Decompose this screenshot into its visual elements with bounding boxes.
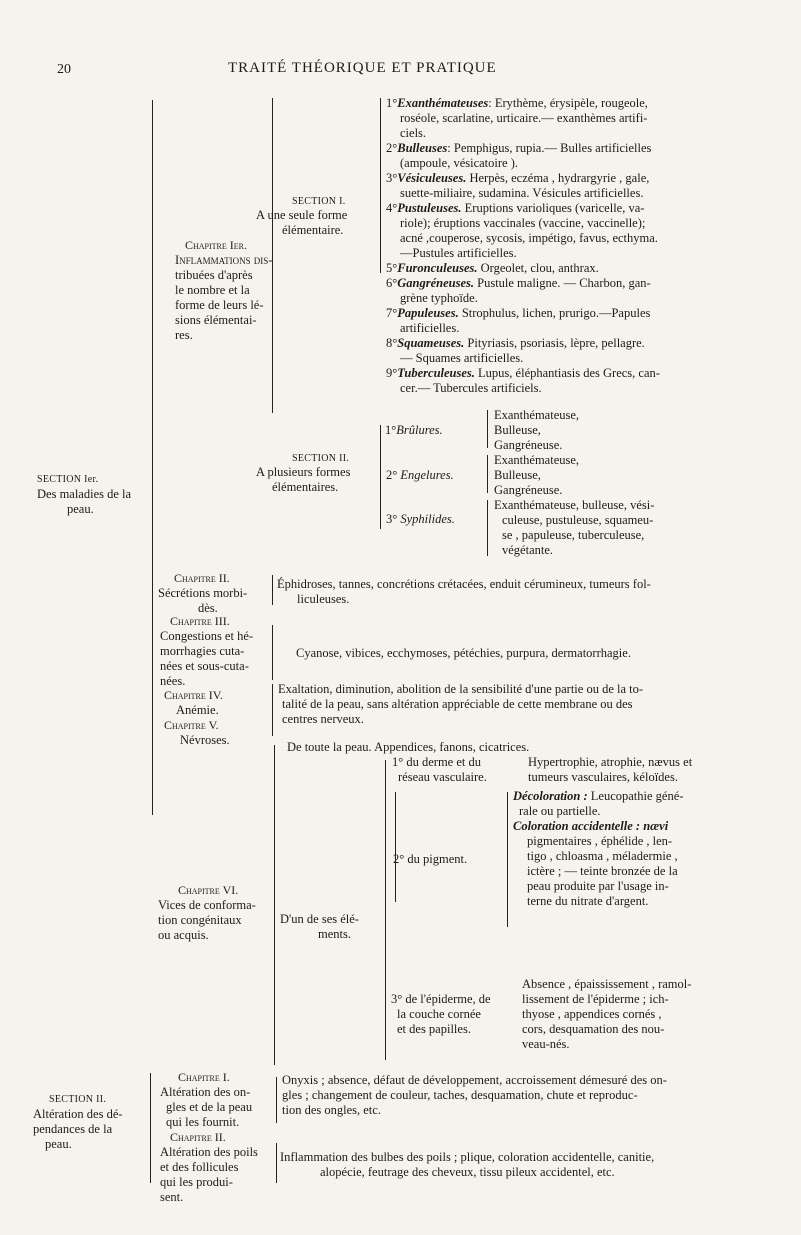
engelures-brace [487, 455, 488, 493]
pigment-brace [507, 792, 508, 927]
elements-label-1: D'un de ses élé- [280, 912, 359, 926]
section-1-heading [37, 473, 131, 517]
sub-2-label: SECTION II. [292, 453, 350, 464]
sub-1-item-6: 6°Gangréneuses. Pustule maligne. — Charbon, gan- [386, 276, 651, 290]
engelures-form-1: Exanthémateuse, [494, 453, 580, 467]
sub-1-item-7: 7°Papuleuses. Strophulus, lichen, prurigo.—Papules [386, 306, 651, 320]
chapter-1-desc-1: Inflammations dis- [175, 253, 273, 267]
s2-chapter-2-desc-4: sent. [160, 1190, 184, 1204]
epiderme-content-2: lissement de l'épiderme ; ich- [522, 992, 669, 1006]
syphilides-form-4: végétante. [502, 543, 554, 557]
section-2-brace [150, 1073, 151, 1183]
section-1-desc-2: peau. [67, 502, 94, 516]
chapter-1-title: Chapitre Ier. [185, 238, 247, 252]
item-6-name: Gangréneuses. [397, 276, 474, 290]
sub-1-item-9: 9°Tuberculeuses. Lupus, éléphantiasis des Grecs, can- [386, 366, 660, 380]
section-2-label: SECTION II. [49, 1094, 107, 1105]
epiderme-content-1: Absence , épaississement , ramol- [522, 977, 692, 991]
elements-brace [385, 760, 386, 1060]
section-1-brace [152, 100, 153, 815]
item-4-name: Pustuleuses. [397, 201, 462, 215]
sub-1-item-4-l3: acné ,couperose, sycosis, impétigo, favus, ecthyma. [400, 231, 658, 245]
syphilides-form-3: se , papuleuse, tuberculeuse, [502, 528, 645, 542]
sub-2-desc-1: A plusieurs formes [256, 465, 351, 479]
s2-chapter-1-desc-2: gles et de la peau [166, 1100, 253, 1114]
epiderme-content-4: cors, desquamation des nou- [522, 1022, 665, 1036]
derme-content-2: tumeurs vasculaires, kéloïdes. [528, 770, 678, 784]
page-number: 20 [57, 62, 71, 77]
chapter-2-desc-1: Sécrétions morbi- [158, 586, 248, 600]
coloration-line-6: terne du nitrate d'argent. [527, 894, 649, 908]
coloration-line: Coloration accidentelle : nævi [513, 819, 669, 833]
sub-2-item-1: 1°Brûlures. [385, 423, 443, 437]
sub-1-item-4-l4: —Pustules artificielles. [400, 246, 517, 260]
brulures-form-3: Gangréneuse. [494, 438, 563, 452]
elements-label-2: ments. [318, 927, 351, 941]
sub-section-1-heading [250, 195, 347, 238]
sub-2-item-2: 2° Engelures. [386, 468, 454, 482]
sub-1-item-3-l2: suette-miliaire, sudamina. Vésicules artificielles. [400, 186, 644, 200]
chapter-3-desc-2: morrhagies cuta- [160, 644, 245, 658]
coloration-line-2: pigmentaires , éphélide , len- [527, 834, 673, 848]
chapter-2-desc-2: dès. [198, 601, 218, 615]
epiderme-label-1: 3° de l'épiderme, de [391, 992, 491, 1006]
sub-1-label: SECTION I. [292, 196, 346, 207]
sub-1-item-8: 8°Squameuses. Pityriasis, psoriasis, lèpre, pellagre. [386, 336, 645, 350]
sub-1-desc-2: élémentaire. [282, 223, 344, 237]
epiderme-content-3: thyose , appendices cornés , [522, 1007, 662, 1021]
sub-1-item-8-l2: — Squames artificielles. [400, 351, 524, 365]
brulures-brace [487, 410, 488, 448]
derme-label-2: réseau vasculaire. [398, 770, 487, 784]
sub-1-item-1: 1°Exanthémateuses: Erythème, érysipèle, rougeole, [386, 96, 648, 110]
chapter-1-desc-3: le nombre et la [175, 283, 250, 297]
brulures-label: Brûlures. [396, 423, 443, 437]
section-2-desc-2: pendances de la [33, 1122, 113, 1136]
pigment-content [513, 789, 683, 909]
chapter-3-desc-3: nées et sous-cuta- [160, 659, 249, 673]
s2-chapter-2-content [280, 1150, 654, 1180]
chapter-2-heading [158, 571, 247, 616]
s2-chapter-1-title: Chapitre I. [178, 1070, 230, 1084]
pigment-label: 2° du pigment. [393, 852, 468, 866]
sub-1-item-5: 5°Furonculeuses. Orgeolet, clou, anthrax. [386, 261, 599, 275]
s2-chapter-2-content-1: Inflammation des bulbes des poils ; plique, coloration accidentelle, canitie, [280, 1150, 655, 1164]
item-5-name: Furonculeuses. [397, 261, 478, 275]
sub-1-item-7-l2: artificielles. [400, 321, 460, 335]
whole-skin-row [287, 740, 529, 755]
chapter-1-desc-4: forme de leurs lé- [175, 298, 264, 312]
chapter-3-desc-1: Congestions et hé- [160, 629, 254, 643]
decoloration-label: Décoloration : [513, 789, 588, 803]
sub-1-item-6-l2: grène typhoïde. [400, 291, 478, 305]
brulures-form-2: Bulleuse, [494, 423, 541, 437]
chapter-5-desc: Névroses. [180, 733, 230, 747]
coloration-line-3: tigo , chloasma , méladermie , [527, 849, 678, 863]
section-1-desc-1: Des maladies de la [37, 487, 132, 501]
s2-chapter-1-desc-1: Altération des on- [160, 1085, 251, 1099]
sub-1-desc-1: A une seule forme [256, 208, 348, 222]
derme-label [392, 755, 487, 785]
sub-2-desc-2: élémentaires. [272, 480, 339, 494]
syphilides-brace [487, 500, 488, 556]
chapter-6-title: Chapitre VI. [178, 883, 239, 897]
item-2-name: Bulleuses [397, 141, 448, 155]
chapter-1-desc-2: tribuées d'après [175, 268, 253, 282]
chapter-6-desc-3: ou acquis. [158, 928, 209, 942]
item-9-name: Tuberculeuses. [397, 366, 475, 380]
section-1-label: SECTION Ier. [37, 474, 99, 485]
chapter-3-brace [272, 625, 273, 680]
coloration-label: Coloration accidentelle : [513, 819, 641, 833]
sub-1-item-1-l2: roséole, scarlatine, urticaire.— exanthèmes artifi- [400, 111, 648, 125]
chapter-5-brace [272, 684, 273, 736]
chapter-5-title: Chapitre V. [164, 718, 219, 732]
syphilides-label: Syphilides. [400, 512, 455, 526]
chapter-1-heading [175, 238, 272, 343]
s2-chapter-2-title: Chapitre II. [170, 1130, 226, 1144]
item-7-name: Papuleuses. [397, 306, 459, 320]
chapter-1-desc-6: res. [175, 328, 193, 342]
chapter-3-title: Chapitre III. [170, 614, 230, 628]
s2-chapter-1-content-1: Onyxis ; absence, défaut de développement, accroissement démesuré des on- [282, 1073, 667, 1087]
s2-chapter-2-content-2: alopécie, feutrage des cheveux, tissu pileux accidentel, etc. [320, 1165, 615, 1179]
chapter-2-brace [272, 575, 273, 605]
pigment-outer-brace [395, 792, 396, 902]
coloration-line-5: peau produite par l'usage in- [527, 879, 669, 893]
chapter-5-content-3: centres nerveux. [282, 712, 364, 726]
sub-1-item-3: 3°Vésiculeuses. Herpès, eczéma , hydrargyrie , gale, [386, 171, 650, 185]
chapter-4-title: Chapitre IV. [164, 688, 223, 702]
chapter-6-brace [274, 745, 275, 1065]
chapter-3-content: Cyanose, vibices, ecchymoses, pétéchies, purpura, dermatorrhagie. [296, 646, 631, 660]
derme-content-1: Hypertrophie, atrophie, nævus et [528, 755, 693, 769]
derme-label-1: 1° du derme et du [392, 755, 482, 769]
chapter-2-content-1: Éphidroses, tannes, concrétions crétacées, enduit cérumineux, tumeurs fol- [277, 577, 651, 591]
chapter-3-desc-4: nées. [160, 674, 186, 688]
s2-chapter-1-content-3: tion des ongles, etc. [282, 1103, 381, 1117]
section-2-desc-1: Altération des dé- [33, 1107, 123, 1121]
sub-1-brace [380, 98, 381, 273]
sub-1-item-2-l2: (ampoule, vésicatoire ). [400, 156, 519, 170]
syphilides-form-2: culeuse, pustuleuse, squameu- [502, 513, 654, 527]
derme-content [528, 755, 692, 785]
sub-2-item-3: 3° Syphilides. [386, 512, 455, 526]
chapter-6-heading [158, 883, 256, 943]
epiderme-label-3: et des papilles. [397, 1022, 471, 1036]
s2-chapter-1-desc-3: qui les fournit. [166, 1115, 240, 1129]
chapter-6-desc-2: tion congénitaux [158, 913, 242, 927]
chapter-5-content-1: Exaltation, diminution, abolition de la sensibilité d'une partie ou de la to- [278, 682, 644, 696]
chapter-4-heading [164, 688, 230, 748]
section-2-chapter-1-heading [160, 1070, 258, 1205]
epiderme-label-2: la couche cornée [397, 1007, 481, 1021]
chapter-6-desc-1: Vices de conforma- [158, 898, 256, 912]
chapter-5-content [278, 682, 643, 727]
sub-1-list [386, 96, 796, 396]
syphilides-form-1: Exanthémateuse, bulleuse, vési- [494, 498, 655, 512]
section-2-heading [33, 1093, 123, 1152]
coloration-line-4: ictère ; — teinte bronzée de la [527, 864, 678, 878]
epiderme-content [522, 977, 691, 1052]
section-2-desc-3: peau. [45, 1137, 72, 1151]
chapter-2-content-2: liculeuses. [297, 592, 350, 606]
item-3-name: Vésiculeuses. [397, 171, 467, 185]
chapter-2-title: Chapitre II. [174, 571, 230, 585]
s2-chapter-1-content-2: gles ; changement de couleur, taches, desquamation, chute et reproduc- [282, 1088, 638, 1102]
decoloration-line-2: rale ou partielle. [519, 804, 601, 818]
whole-skin-content: Appendices, fanons, cicatrices. [374, 740, 530, 754]
engelures-label: Engelures. [400, 468, 454, 482]
engelures-form-3: Gangréneuse. [494, 483, 563, 497]
chapter-2-content [277, 577, 651, 607]
chapter-4-desc: Anémie. [176, 703, 219, 717]
s2-chapter-1-content [282, 1073, 667, 1118]
sub-section-2-heading [250, 452, 350, 495]
s2-chapter-2-desc-3: qui les produi- [160, 1175, 233, 1189]
chapter-3-heading [160, 614, 253, 689]
s2-chapter-2-desc-2: et des follicules [160, 1160, 239, 1174]
s2-chapter-2-brace [276, 1143, 277, 1183]
sub-1-item-1-l3: ciels. [400, 126, 427, 140]
s2-chapter-2-desc-1: Altération des poils [160, 1145, 258, 1159]
item-8-name: Squameuses. [397, 336, 465, 350]
chapter-1-desc-5: sions élémentai- [175, 313, 257, 327]
sub-1-item-4-l2: riole); éruptions vaccinales (vaccine, vaccinelle); [400, 216, 646, 230]
item-1-name: Exanthémateuses [397, 96, 489, 110]
running-title: TRAITÉ THÉORIQUE ET PRATIQUE [228, 60, 497, 76]
brulures-form-1: Exanthémateuse, [494, 408, 580, 422]
sub-1-item-2: 2°Bulleuses: Pemphigus, rupia.— Bulles artificielles [386, 141, 652, 155]
engelures-form-2: Bulleuse, [494, 468, 541, 482]
chapter-1-brace [272, 98, 273, 413]
whole-skin-label: De toute la peau. [287, 740, 372, 754]
sub-1-item-9-l2: cer.— Tubercules artificiels. [400, 381, 542, 395]
elements-label [280, 912, 359, 942]
sub-1-item-4: 4°Pustuleuses. Eruptions varioliques (varicelle, va- [386, 201, 645, 215]
epiderme-content-5: veau-nés. [522, 1037, 570, 1051]
sub-2-brace [380, 425, 381, 529]
epiderme-label [391, 992, 491, 1037]
brulures-forms [494, 408, 654, 558]
s2-chapter-1-brace [276, 1077, 277, 1123]
decoloration-line: Décoloration : Leucopathie géné- [513, 789, 684, 803]
chapter-5-content-2: talité de la peau, sans altération appréciable de cette membrane ou des [282, 697, 633, 711]
